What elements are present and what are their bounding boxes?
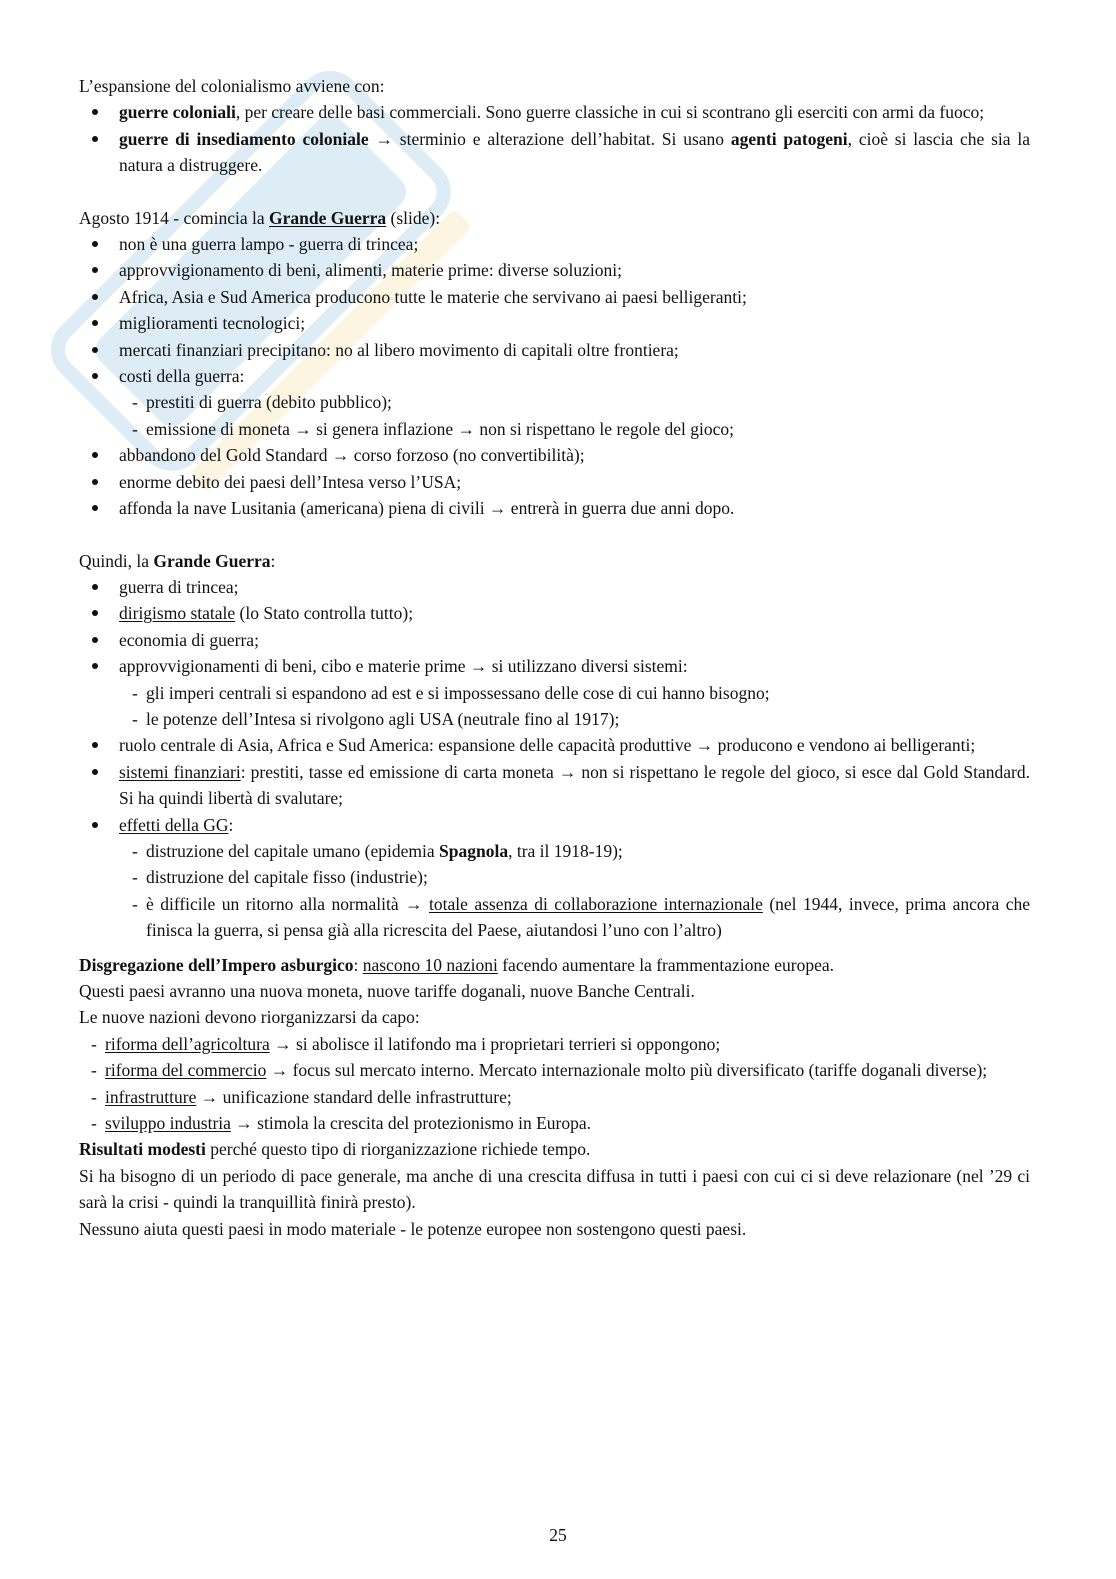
list-item: dirigismo statale (lo Stato controlla tutto); — [79, 600, 1030, 626]
list-item: Africa, Asia e Sud America producono tutte le materie che servivano ai paesi belligeranti; — [79, 284, 1030, 310]
list-item: guerra di trincea; — [79, 574, 1030, 600]
colonialism-intro: L’espansione del colonialismo avviene con: — [79, 76, 385, 96]
list-item: - riforma del commercio → focus sul mercato interno. Mercato internazionale molto più diversificato (tariffe doganali diverse); — [79, 1057, 1030, 1083]
list-item: mercati finanziari precipitano: no al libero movimento di capitali oltre frontiera; — [79, 337, 1030, 363]
list-item: - infrastrutture → unificazione standard delle infrastrutture; — [79, 1084, 1030, 1110]
list-item: costi della guerra: — [79, 363, 1030, 389]
sub-list-item: - distruzione del capitale fisso (industrie); — [79, 864, 1030, 890]
colonialism-list — [79, 99, 1030, 178]
list-item: economia di guerra; — [79, 627, 1030, 653]
great-war-slide-list — [79, 231, 1030, 521]
summary-intro: Quindi, la Grande Guerra: — [79, 550, 276, 571]
summary-list — [79, 574, 1030, 944]
list-item: abbandono del Gold Standard → corso forzoso (no convertibilità); — [79, 442, 1030, 468]
habsburg-paragraph: Disgregazione dell’Impero asburgico: nascono 10 nazioni facendo aumentare la frammentazione europea. — [79, 954, 835, 975]
page-number: 25 — [549, 1525, 567, 1545]
sub-list-item: - è difficile un ritorno alla normalità → totale assenza di collaborazione internazionale (nel 1944, invece, prima ancora che finisca la guerra, si pensa già alla ricrescita del Paese, aiutandosi l’uno con l’altro) — [79, 891, 1030, 944]
sub-list-item: - prestiti di guerra (debito pubblico); — [79, 389, 1030, 415]
reorganization-list — [79, 1031, 1030, 1137]
list-item: - sviluppo industria → stimola la crescita del protezionismo in Europa. — [79, 1110, 1030, 1136]
list-item: non è una guerra lampo - guerra di trincea; — [79, 231, 1030, 257]
page-content — [79, 73, 1030, 1242]
list-item: approvvigionamento di beni, alimenti, materie prime: diverse soluzioni; — [79, 257, 1030, 283]
peace-line: Si ha bisogno di un periodo di pace generale, ma anche di una crescita diffusa in tutti i paesi con cui ci si deve relazionare (nel ’29 ci sarà la crisi - quindi la tranquillità finirà presto). — [79, 1165, 1030, 1213]
habsburg-line: Le nuove nazioni devono riorganizzarsi da capo: — [79, 1007, 420, 1028]
final-line: Nessuno aiuta questi paesi in modo materiale - le potenze europee non sostengono questi paesi. — [79, 1218, 747, 1239]
list-item: guerre coloniali, per creare delle basi commerciali. Sono guerre classiche in cui si scontrano gli eserciti con armi da fuoco; — [79, 99, 1030, 125]
list-item: affonda la nave Lusitania (americana) piena di civili → entrerà in guerra due anni dopo. — [79, 495, 1030, 521]
great-war-heading: Grande Guerra — [269, 207, 387, 228]
sub-list-item: - emissione di moneta → si genera inflazione → non si rispettano le regole del gioco; — [79, 416, 1030, 442]
list-item: miglioramenti tecnologici; — [79, 310, 1030, 336]
list-item: sistemi finanziari: prestiti, tasse ed emissione di carta moneta → non si rispettano le regole del gioco, si esce dal Gold Standard. Si ha quindi libertà di svalutare; — [79, 759, 1030, 812]
sub-list-item: - le potenze dell’Intesa si rivolgono agli USA (neutrale fino al 1917); — [79, 706, 1030, 732]
results-line: Risultati modesti perché questo tipo di riorganizzazione richiede tempo. — [79, 1139, 591, 1160]
sub-list-item: - distruzione del capitale umano (epidemia Spagnola, tra il 1918-19); — [79, 838, 1030, 864]
habsburg-line: Questi paesi avranno una nuova moneta, nuove tariffe doganali, nuove Banche Centrali. — [79, 981, 695, 1001]
sub-list-item: - gli imperi centrali si espandono ad est e si impossessano delle cose di cui hanno bisogno; — [79, 680, 1030, 706]
great-war-intro: Agosto 1914 - comincia la Grande Guerra (slide): — [79, 207, 441, 228]
list-item: approvvigionamenti di beni, cibo e materie prime → si utilizzano diversi sistemi: — [79, 653, 1030, 679]
list-item: enorme debito dei paesi dell’Intesa verso l’USA; — [79, 469, 1030, 495]
list-item: ruolo centrale di Asia, Africa e Sud America: espansione delle capacità produttive → producono e vendono ai belligeranti; — [79, 732, 1030, 758]
list-item: effetti della GG: — [79, 812, 1030, 838]
list-item: guerre di insediamento coloniale → sterminio e alterazione dell’habitat. Si usano agenti patogeni, cioè si lascia che sia la natura a distruggere. — [79, 126, 1030, 179]
list-item: - riforma dell’agricoltura → si abolisce il latifondo ma i proprietari terrieri si oppongono; — [79, 1031, 1030, 1057]
